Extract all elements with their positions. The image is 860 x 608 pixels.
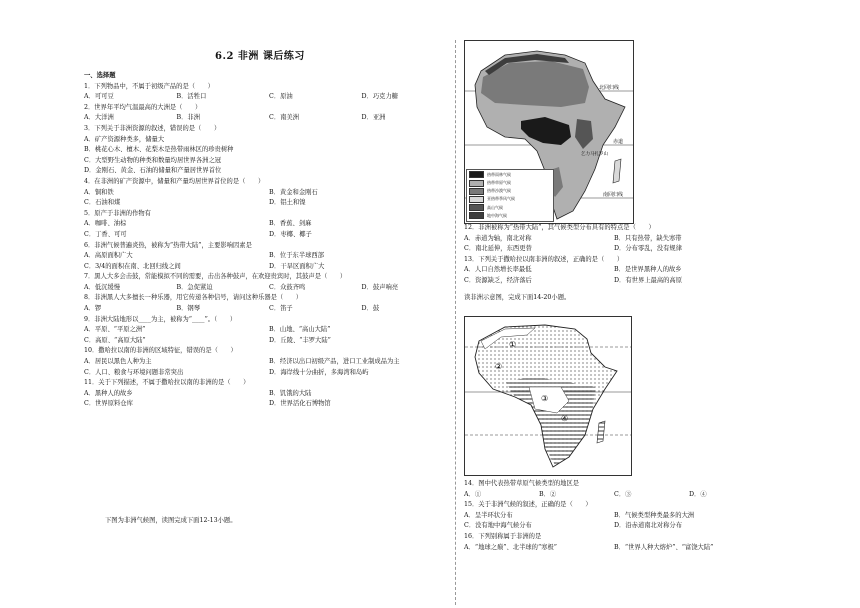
option-row bbox=[84, 251, 454, 262]
answer-option: B．钢琴 bbox=[176, 305, 201, 313]
answer-option: A．平原、“平原之洲” bbox=[84, 326, 146, 334]
answer-option: C．资源缺乏，经济落后 bbox=[464, 276, 532, 284]
answer-option: A．赤道为轴，南北对称 bbox=[464, 234, 532, 242]
answer-option: A．居民以黑色人种为主 bbox=[84, 358, 152, 366]
legend-item bbox=[469, 212, 551, 220]
answer-option: A．黑种人的故乡 bbox=[84, 389, 133, 397]
answer-option: B．非洲 bbox=[176, 114, 201, 122]
answer-option: C．3/4的面积在南、北回归线之间 bbox=[84, 262, 181, 270]
legend-swatch bbox=[469, 171, 484, 178]
option-row bbox=[464, 276, 764, 287]
climate-legend bbox=[466, 169, 554, 222]
label-south-tropic: 南回归线 bbox=[603, 192, 624, 198]
label-north-tropic: 北回归线 bbox=[599, 85, 620, 91]
answer-option: C．大型野生动物的种类和数量均居世界各洲之冠 bbox=[84, 156, 222, 164]
answer-option: A．咖啡、油棕 bbox=[84, 220, 127, 228]
question-stem: 3．下列关于非洲资源的叙述，错误的是（ ） bbox=[84, 124, 221, 132]
answer-option: A．① bbox=[464, 490, 482, 498]
answer-option: B．经济以出口初级产品，进口工业制成品为主 bbox=[269, 358, 400, 366]
answer-option: D．丘陵、“丰罗大陆” bbox=[269, 336, 331, 344]
legend-item bbox=[469, 195, 551, 203]
option-row bbox=[464, 490, 764, 501]
answer-option: C．高原、“高原大陆” bbox=[84, 336, 146, 344]
option-row bbox=[464, 265, 764, 276]
legend-label: 亚热带季风气候 bbox=[487, 196, 515, 202]
answer-option: B．山地、“高山大陆” bbox=[269, 326, 331, 334]
answer-option: C．丁香、可可 bbox=[84, 230, 127, 238]
answer-option: D．鼓 bbox=[361, 305, 380, 313]
answer-option: D．世界活化石博物馆 bbox=[269, 400, 331, 408]
answer-option: D．枣椰、椰子 bbox=[269, 230, 312, 238]
madagascar-island bbox=[613, 159, 621, 183]
answer-option: C．南北延伸，东西更替 bbox=[464, 245, 532, 253]
question-stem: 1．下列物品中，不属于初级产品的是（ ） bbox=[84, 82, 214, 90]
answer-option: D．金刚石、黄金、石油的储量和产量居世界首位 bbox=[84, 167, 222, 175]
column-divider bbox=[455, 40, 457, 605]
option-row bbox=[84, 357, 454, 368]
legend-label: 地中海气候 bbox=[487, 212, 507, 218]
right-column-lower bbox=[464, 479, 764, 553]
option-row bbox=[84, 283, 454, 294]
answer-option: D．分布零乱，没有规律 bbox=[614, 245, 683, 253]
africa-schematic-map bbox=[464, 316, 632, 476]
answer-option: D．鼓声响亮 bbox=[361, 283, 399, 291]
section-heading: 一、选择题 bbox=[84, 72, 116, 79]
right-column-upper bbox=[464, 223, 764, 303]
answer-option: D．巧克力糖 bbox=[361, 93, 399, 101]
schematic-madagascar bbox=[597, 421, 605, 443]
option-row bbox=[84, 113, 454, 124]
answer-option: D．干旱区面积广大 bbox=[269, 262, 325, 270]
map-instruction-2: 读非洲示意图，完成下面14-20小题。 bbox=[464, 293, 571, 301]
label-kilimanjaro: 乞力马扎罗山 bbox=[581, 152, 608, 157]
answer-option: B．饥饿的大陆 bbox=[269, 389, 312, 397]
option-row bbox=[84, 304, 454, 315]
legend-item bbox=[469, 171, 551, 179]
legend-swatch bbox=[469, 212, 484, 219]
option-row bbox=[464, 511, 764, 522]
option-row bbox=[84, 325, 454, 336]
answer-option: A．铜和铁 bbox=[84, 188, 114, 196]
option-row bbox=[84, 336, 454, 347]
option-row bbox=[84, 399, 454, 410]
question-stem: 11．关于下列描述，不属于撒哈拉以南的非洲的是（ ） bbox=[84, 379, 250, 387]
answer-option: C．众鼓齐鸣 bbox=[269, 283, 306, 291]
question-stem: 13．下列关于撒哈拉以南非洲的叙述，正确的是（ ） bbox=[464, 255, 624, 263]
answer-option: A．大洋洲 bbox=[84, 114, 114, 122]
option-row bbox=[464, 244, 764, 255]
answer-option: B．只有热带，缺失寒带 bbox=[614, 234, 682, 242]
option-row bbox=[464, 543, 764, 554]
answer-option: A．呈半环状分布 bbox=[464, 511, 513, 519]
mark-2: ② bbox=[495, 362, 503, 371]
answer-option: B．急促紧迫 bbox=[176, 283, 213, 291]
answer-option: B．黄金和金刚石 bbox=[269, 188, 318, 196]
answer-option: A．矿产资源种类多，储量大 bbox=[84, 135, 165, 143]
map-instruction-1: 下图为非洲气候图，读图完成下面12-13小题。 bbox=[105, 517, 237, 524]
legend-item bbox=[469, 187, 551, 195]
answer-option: D．海岸线十分曲折，多海湾和岛屿 bbox=[269, 368, 369, 376]
answer-option: D．铝土和镍 bbox=[269, 199, 306, 207]
legend-item bbox=[469, 179, 551, 187]
question-list-right-b bbox=[464, 479, 764, 553]
question-stem: 4．在非洲的矿产资源中，储量和产量均居世界首位的是（ ） bbox=[84, 177, 265, 185]
mark-4: ④ bbox=[561, 414, 569, 423]
answer-option: C．世界原料仓库 bbox=[84, 400, 133, 408]
answer-option: B．桃花心木、檀木、花梨木是热带雨林区的珍贵树种 bbox=[84, 146, 234, 154]
question-stem: 12．非洲被称为“热带大陆”，其气候类型分布具有的特点是（ ） bbox=[464, 224, 655, 231]
label-equator: 赤道 bbox=[613, 139, 624, 145]
answer-option: B．香蕉、剑麻 bbox=[269, 220, 312, 228]
option-row bbox=[84, 368, 454, 379]
answer-option: B．活牲口 bbox=[176, 93, 207, 101]
answer-option: A．可可豆 bbox=[84, 93, 114, 101]
question-list-left bbox=[84, 82, 454, 410]
legend-swatch bbox=[469, 196, 484, 203]
answer-option: B．气候类型种类最多的大洲 bbox=[614, 511, 695, 519]
page-title: 6.2 非洲 课后练习 bbox=[215, 51, 305, 62]
left-column bbox=[84, 71, 454, 410]
answer-option: C．没有地中海气候分布 bbox=[464, 522, 532, 530]
question-stem: 2．世界年平均气温最高的大洲是（ ） bbox=[84, 103, 202, 111]
answer-option: D．有世界上最高的高原 bbox=[614, 276, 683, 284]
legend-swatch bbox=[469, 180, 484, 187]
legend-label: 高山气候 bbox=[487, 204, 503, 210]
schematic-map-svg bbox=[465, 317, 631, 475]
option-row bbox=[84, 230, 454, 241]
legend-label: 热带沙漠气候 bbox=[487, 188, 511, 194]
answer-option: B．是世界黑种人的故乡 bbox=[614, 266, 682, 274]
question-stem: 14．图中代表热带草原气候类型的地区是 bbox=[464, 480, 580, 487]
answer-option: A．人口自然增长率最低 bbox=[464, 266, 532, 274]
answer-option: B．“世界人种大熔炉”、“富饶大陆” bbox=[614, 543, 714, 551]
question-stem: 10．撒哈拉以南的非洲的区域特征，错误的是（ ） bbox=[84, 347, 237, 355]
option-row bbox=[84, 219, 454, 230]
option-row bbox=[84, 262, 454, 273]
question-stem: 8．非洲黑人大多擅长一种乐器，用它传递各种信号，请问这种乐器是（ ） bbox=[84, 294, 303, 302]
answer-option: C．石油和煤 bbox=[84, 199, 121, 207]
question-stem: 15．关于非洲气候的叙述，正确的是（ ） bbox=[464, 501, 592, 509]
question-stem: 9．非洲大陆地形以____为主，被称为“____”。（ ） bbox=[84, 315, 237, 323]
answer-option: B．② bbox=[539, 490, 557, 498]
option-row bbox=[464, 521, 764, 532]
option-row bbox=[84, 389, 454, 400]
mark-3: ③ bbox=[541, 394, 549, 403]
answer-option: C．人口、粮食与环境问题非常突出 bbox=[84, 368, 184, 376]
answer-option: D．④ bbox=[689, 490, 707, 498]
mark-1: ① bbox=[509, 340, 517, 349]
legend-item bbox=[469, 204, 551, 212]
question-stem: 16．下列别称属于非洲的是 bbox=[464, 532, 542, 540]
legend-swatch bbox=[469, 188, 484, 195]
legend-label: 热带草原气候 bbox=[487, 179, 511, 185]
option-row bbox=[464, 234, 764, 245]
option-row bbox=[84, 198, 454, 209]
answer-option: C．南美洲 bbox=[269, 114, 300, 122]
africa-climate-map bbox=[464, 40, 634, 224]
answer-option: D．沿赤道南北对称分布 bbox=[614, 522, 683, 530]
answer-option: A．低沉缓慢 bbox=[84, 283, 121, 291]
question-list-right-a bbox=[464, 223, 764, 287]
question-stem: 6．非洲气候普遍炎热，被称为“热带大陆”，主要影响因素是 bbox=[84, 241, 252, 249]
answer-option: C．原油 bbox=[269, 93, 293, 101]
question-stem: 5．原产于非洲的作物有 bbox=[84, 209, 151, 217]
legend-label: 热带雨林气候 bbox=[487, 171, 511, 177]
answer-option: D．亚洲 bbox=[361, 114, 386, 122]
answer-option: A．锣 bbox=[84, 305, 102, 313]
question-stem: 7．黑人大多会击鼓，常能模拟不同的需要，击出各种鼓声，在欢迎贵宾时，其鼓声是（ ） bbox=[84, 273, 347, 281]
answer-option: B．位于东半球西部 bbox=[269, 252, 325, 260]
answer-option: C．笛子 bbox=[269, 305, 293, 313]
answer-option: C．③ bbox=[614, 490, 632, 498]
answer-option: A．高原面积广大 bbox=[84, 252, 133, 260]
legend-swatch bbox=[469, 204, 484, 211]
option-row bbox=[84, 92, 454, 103]
option-row bbox=[84, 188, 454, 199]
answer-option: A．“地球之巅”、北半球的“寒极” bbox=[464, 543, 557, 551]
